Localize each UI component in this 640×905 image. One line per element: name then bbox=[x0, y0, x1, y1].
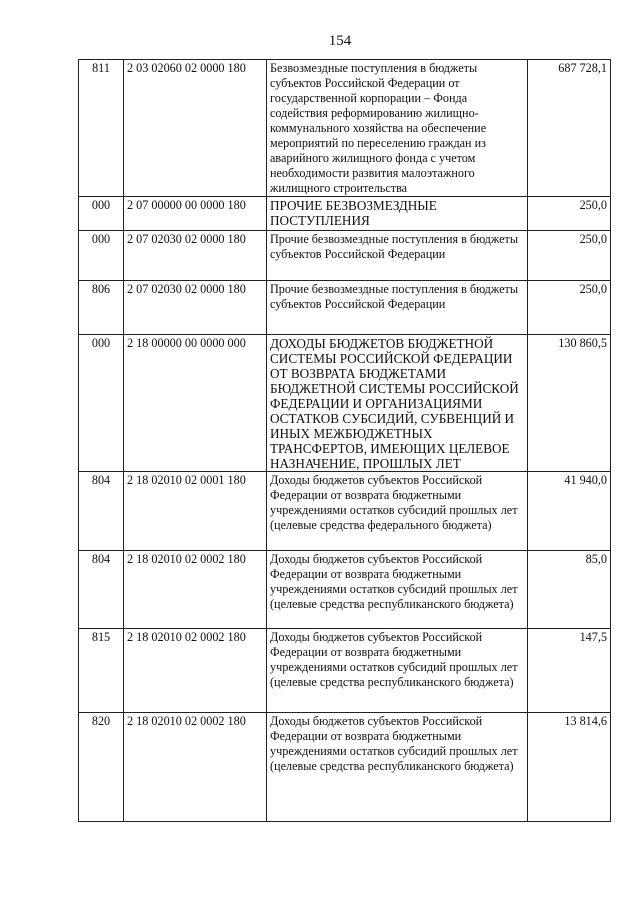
budget-code-cell: 2 07 00000 00 0000 180 bbox=[124, 197, 267, 231]
table-row bbox=[79, 472, 611, 551]
amount-cell: 250,0 bbox=[528, 281, 611, 335]
amount-cell: 130 860,5 bbox=[528, 335, 611, 472]
budget-code-cell: 2 03 02060 02 0000 180 bbox=[124, 60, 267, 197]
admin-code-cell: 804 bbox=[79, 472, 124, 551]
revenue-name-cell: ПРОЧИЕ БЕЗВОЗМЕЗДНЫЕ ПОСТУПЛЕНИЯ bbox=[267, 197, 528, 231]
amount-cell: 687 728,1 bbox=[528, 60, 611, 197]
budget-code-cell: 2 18 02010 02 0002 180 bbox=[124, 551, 267, 629]
revenue-name-cell: Доходы бюджетов субъектов Российской Федерации от возврата бюджетными учреждениями остатков субсидий прошлых лет (целевые средства республиканского бюджета) bbox=[267, 629, 528, 713]
table-row bbox=[79, 629, 611, 713]
amount-cell: 13 814,6 bbox=[528, 713, 611, 822]
revenue-name-cell: Доходы бюджетов субъектов Российской Федерации от возврата бюджетными учреждениями остатков субсидий прошлых лет (целевые средства республиканского бюджета) bbox=[267, 551, 528, 629]
admin-code-cell: 000 bbox=[79, 197, 124, 231]
admin-code-cell: 806 bbox=[79, 281, 124, 335]
table-row bbox=[79, 281, 611, 335]
page-number: 154 bbox=[328, 33, 352, 49]
admin-code-cell: 804 bbox=[79, 551, 124, 629]
revenue-table bbox=[78, 59, 611, 822]
admin-code-cell: 000 bbox=[79, 231, 124, 281]
admin-code-cell: 820 bbox=[79, 713, 124, 822]
budget-code-cell: 2 18 02010 02 0001 180 bbox=[124, 472, 267, 551]
revenue-name-cell: Безвозмездные поступления в бюджеты субъектов Российской Федерации от государственной корпорации – Фонда содействия реформированию жилищно-коммунального хозяйства на обеспечение мероприятий по переселению граждан из аварийного жилищного фонда с учетом необходимости развития малоэтажного жилищного строительства bbox=[267, 60, 528, 197]
amount-cell: 85,0 bbox=[528, 551, 611, 629]
budget-code-cell: 2 07 02030 02 0000 180 bbox=[124, 231, 267, 281]
table-row bbox=[79, 231, 611, 281]
budget-code-cell: 2 18 02010 02 0002 180 bbox=[124, 629, 267, 713]
amount-cell: 250,0 bbox=[528, 231, 611, 281]
table-row bbox=[79, 60, 611, 197]
budget-code-cell: 2 07 02030 02 0000 180 bbox=[124, 281, 267, 335]
admin-code-cell: 815 bbox=[79, 629, 124, 713]
table-row bbox=[79, 713, 611, 822]
admin-code-cell: 811 bbox=[79, 60, 124, 197]
revenue-name-cell: ДОХОДЫ БЮДЖЕТОВ БЮДЖЕТНОЙ СИСТЕМЫ РОССИЙСКОЙ ФЕДЕРАЦИИ ОТ ВОЗВРАТА БЮДЖЕТАМИ БЮДЖЕТНОЙ СИСТЕМЫ РОССИЙСКОЙ ФЕДЕРАЦИИ И ОРГАНИЗАЦИЯМИ ОСТАТКОВ СУБСИДИЙ, СУБВЕНЦИЙ И ИНЫХ МЕЖБЮДЖЕТНЫХ ТРАНСФЕРТОВ, ИМЕЮЩИХ ЦЕЛЕВОЕ НАЗНАЧЕНИЕ, ПРОШЛЫХ ЛЕТ bbox=[267, 335, 528, 472]
amount-cell: 250,0 bbox=[528, 197, 611, 231]
revenue-name-cell: Доходы бюджетов субъектов Российской Федерации от возврата бюджетными учреждениями остатков субсидий прошлых лет (целевые средства республиканского бюджета) bbox=[267, 713, 528, 822]
revenue-name-cell: Доходы бюджетов субъектов Российской Федерации от возврата бюджетными учреждениями остатков субсидий прошлых лет (целевые средства федерального бюджета) bbox=[267, 472, 528, 551]
revenue-name-cell: Прочие безвозмездные поступления в бюджеты субъектов Российской Федерации bbox=[267, 231, 528, 281]
table-row bbox=[79, 551, 611, 629]
table-row bbox=[79, 335, 611, 472]
budget-code-cell: 2 18 00000 00 0000 000 bbox=[124, 335, 267, 472]
budget-code-cell: 2 18 02010 02 0002 180 bbox=[124, 713, 267, 822]
amount-cell: 147,5 bbox=[528, 629, 611, 713]
amount-cell: 41 940,0 bbox=[528, 472, 611, 551]
revenue-name-cell: Прочие безвозмездные поступления в бюджеты субъектов Российской Федерации bbox=[267, 281, 528, 335]
table-row bbox=[79, 197, 611, 231]
admin-code-cell: 000 bbox=[79, 335, 124, 472]
